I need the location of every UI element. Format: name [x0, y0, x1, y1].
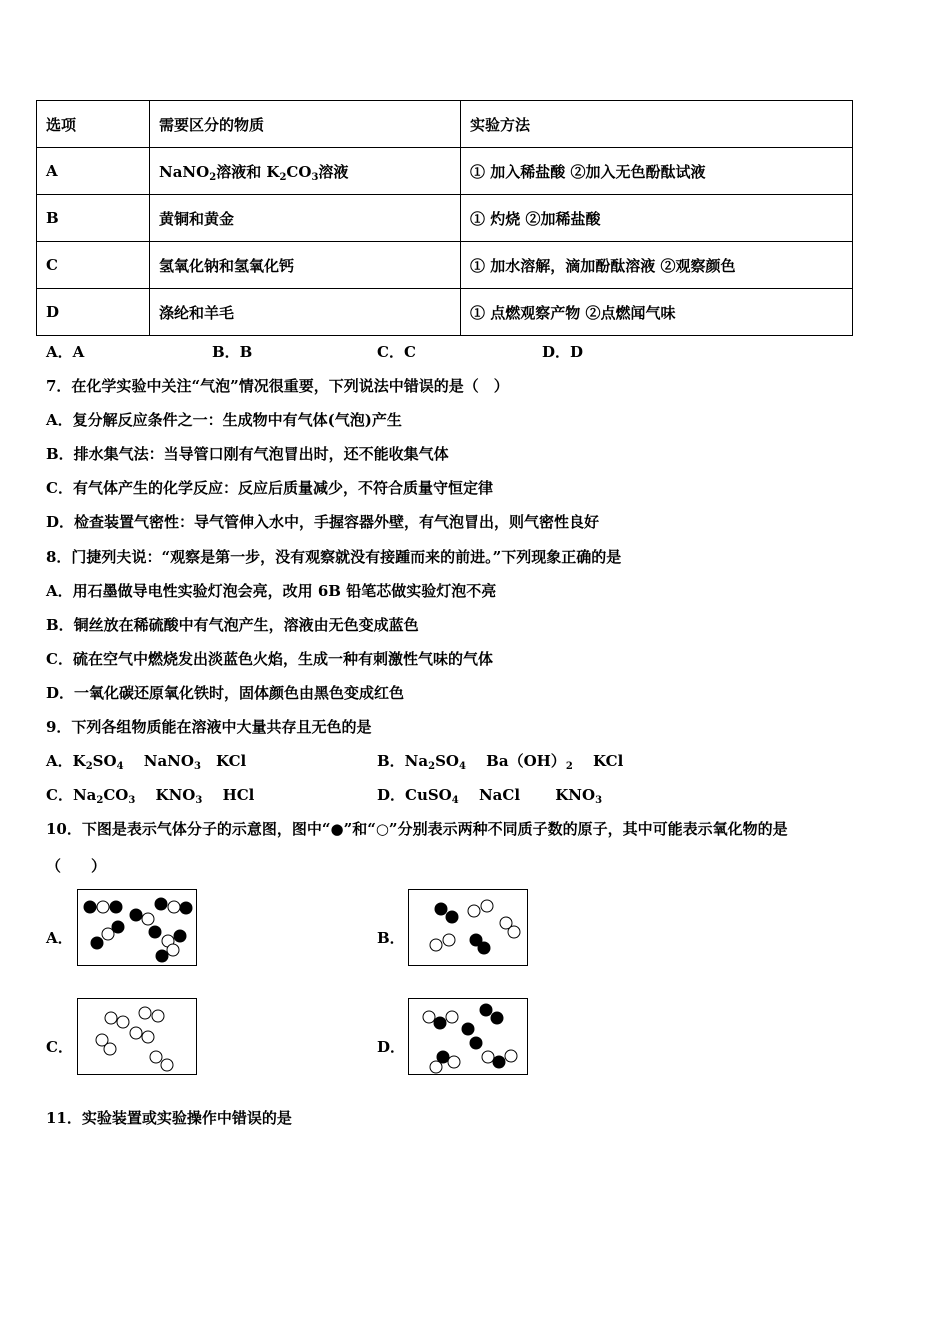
table-row — [37, 148, 853, 195]
q8-stem: 8．门捷列夫说：“观察是第一步，没有观察就没有接踵而来的前进。”下列现象正确的是 — [46, 548, 622, 566]
table-row — [37, 242, 853, 289]
comparison-table — [36, 100, 853, 336]
row-substance: 黄铜和黄金 — [150, 195, 461, 242]
q10-stem: 10．下图是表示气体分子的示意图，图中“●”和“○”分别表示两种不同质子数的原子，其中可能表示氧化物的是 — [46, 820, 788, 838]
row-option: D — [37, 289, 150, 336]
q7-option-a: A．复分解反应条件之一：生成物中有气体(气泡)产生 — [46, 411, 402, 429]
q6-answer-b: B．B — [212, 343, 253, 361]
q9-stem: 9．下列各组物质能在溶液中大量共存且无色的是 — [46, 718, 372, 736]
row-substance: 涤纶和羊毛 — [150, 289, 461, 336]
header-substance: 需要区分的物质 — [150, 101, 461, 148]
q10-label-d: D． — [377, 1038, 406, 1056]
molecule-diagram-b — [408, 889, 528, 966]
row-substance: NaNO$_2$溶液和 $K_2CO_3$溶液 — [150, 148, 461, 195]
row-option: A — [37, 148, 150, 195]
q10-label-a: A． — [46, 929, 73, 947]
q9-option-a: A．$K_2SO_4$ NaNO$_3$ KCl — [46, 752, 247, 772]
q11-stem: 11．实验装置或实验操作中错误的是 — [46, 1109, 292, 1127]
q8-option-b: B．铜丝放在稀硫酸中有气泡产生，溶液由无色变成蓝色 — [46, 616, 419, 634]
row-substance: 氢氧化钠和氢氧化钙 — [150, 242, 461, 289]
molecule-figure-a — [78, 890, 198, 967]
q8-option-a: A．用石墨做导电性实验灯泡会亮，改用 6B 铅笔芯做实验灯泡不亮 — [46, 582, 497, 600]
q7-option-d: D．检查装置气密性：导气管伸入水中，手握容器外壁，有气泡冒出，则气密性良好 — [46, 513, 600, 531]
q9-option-c: C．$Na_2CO_3$ $KNO_3$ HCl — [46, 786, 255, 806]
q10-answer-paren: （ ） — [46, 857, 107, 875]
q10-label-b: B． — [377, 929, 405, 947]
molecule-figure-c — [78, 999, 198, 1076]
q8-option-d: D．一氧化碳还原氧化铁时，固体颜色由黑色变成红色 — [46, 684, 405, 702]
row-option: B — [37, 195, 150, 242]
molecule-diagram-d — [408, 998, 528, 1075]
row-method: ① 点燃观察产物 ②点燃闻气味 — [461, 289, 853, 336]
row-method: ① 加入稀盐酸 ②加入无色酚酞试液 — [461, 148, 853, 195]
q6-answer-c: C．C — [377, 343, 416, 361]
q10-label-c: C． — [46, 1038, 73, 1056]
header-method: 实验方法 — [461, 101, 853, 148]
table-row — [37, 195, 853, 242]
q9-option-b: B．$Na_2SO_4$ $Ba(OH)_2$ KCl — [377, 752, 624, 772]
molecule-figure-d — [409, 999, 529, 1076]
q8-option-c: C．硫在空气中燃烧发出淡蓝色火焰，生成一种有刺激性气味的气体 — [46, 650, 493, 668]
molecule-figure-b — [409, 890, 529, 967]
molecule-diagram-a — [77, 889, 197, 966]
header-option: 选项 — [37, 101, 150, 148]
row-option: C — [37, 242, 150, 289]
q7-stem: 7．在化学实验中关注“气泡”情况很重要，下列说法中错误的是（ ） — [46, 377, 509, 395]
q7-option-c: C．有气体产生的化学反应：反应后质量减少，不符合质量守恒定律 — [46, 479, 493, 497]
row-method: ① 灼烧 ②加稀盐酸 — [461, 195, 853, 242]
q9-option-d: D．CuSO$_4$ NaCl $KNO_3$ — [377, 786, 603, 806]
table-header-row — [37, 101, 853, 148]
q6-answer-d: D．D — [542, 343, 584, 361]
molecule-diagram-c — [77, 998, 197, 1075]
q6-answer-a: A．A — [46, 343, 85, 361]
table-row — [37, 289, 853, 336]
q7-option-b: B．排水集气法：当导管口刚有气泡冒出时，还不能收集气体 — [46, 445, 449, 463]
row-method: ① 加水溶解，滴加酚酞溶液 ②观察颜色 — [461, 242, 853, 289]
